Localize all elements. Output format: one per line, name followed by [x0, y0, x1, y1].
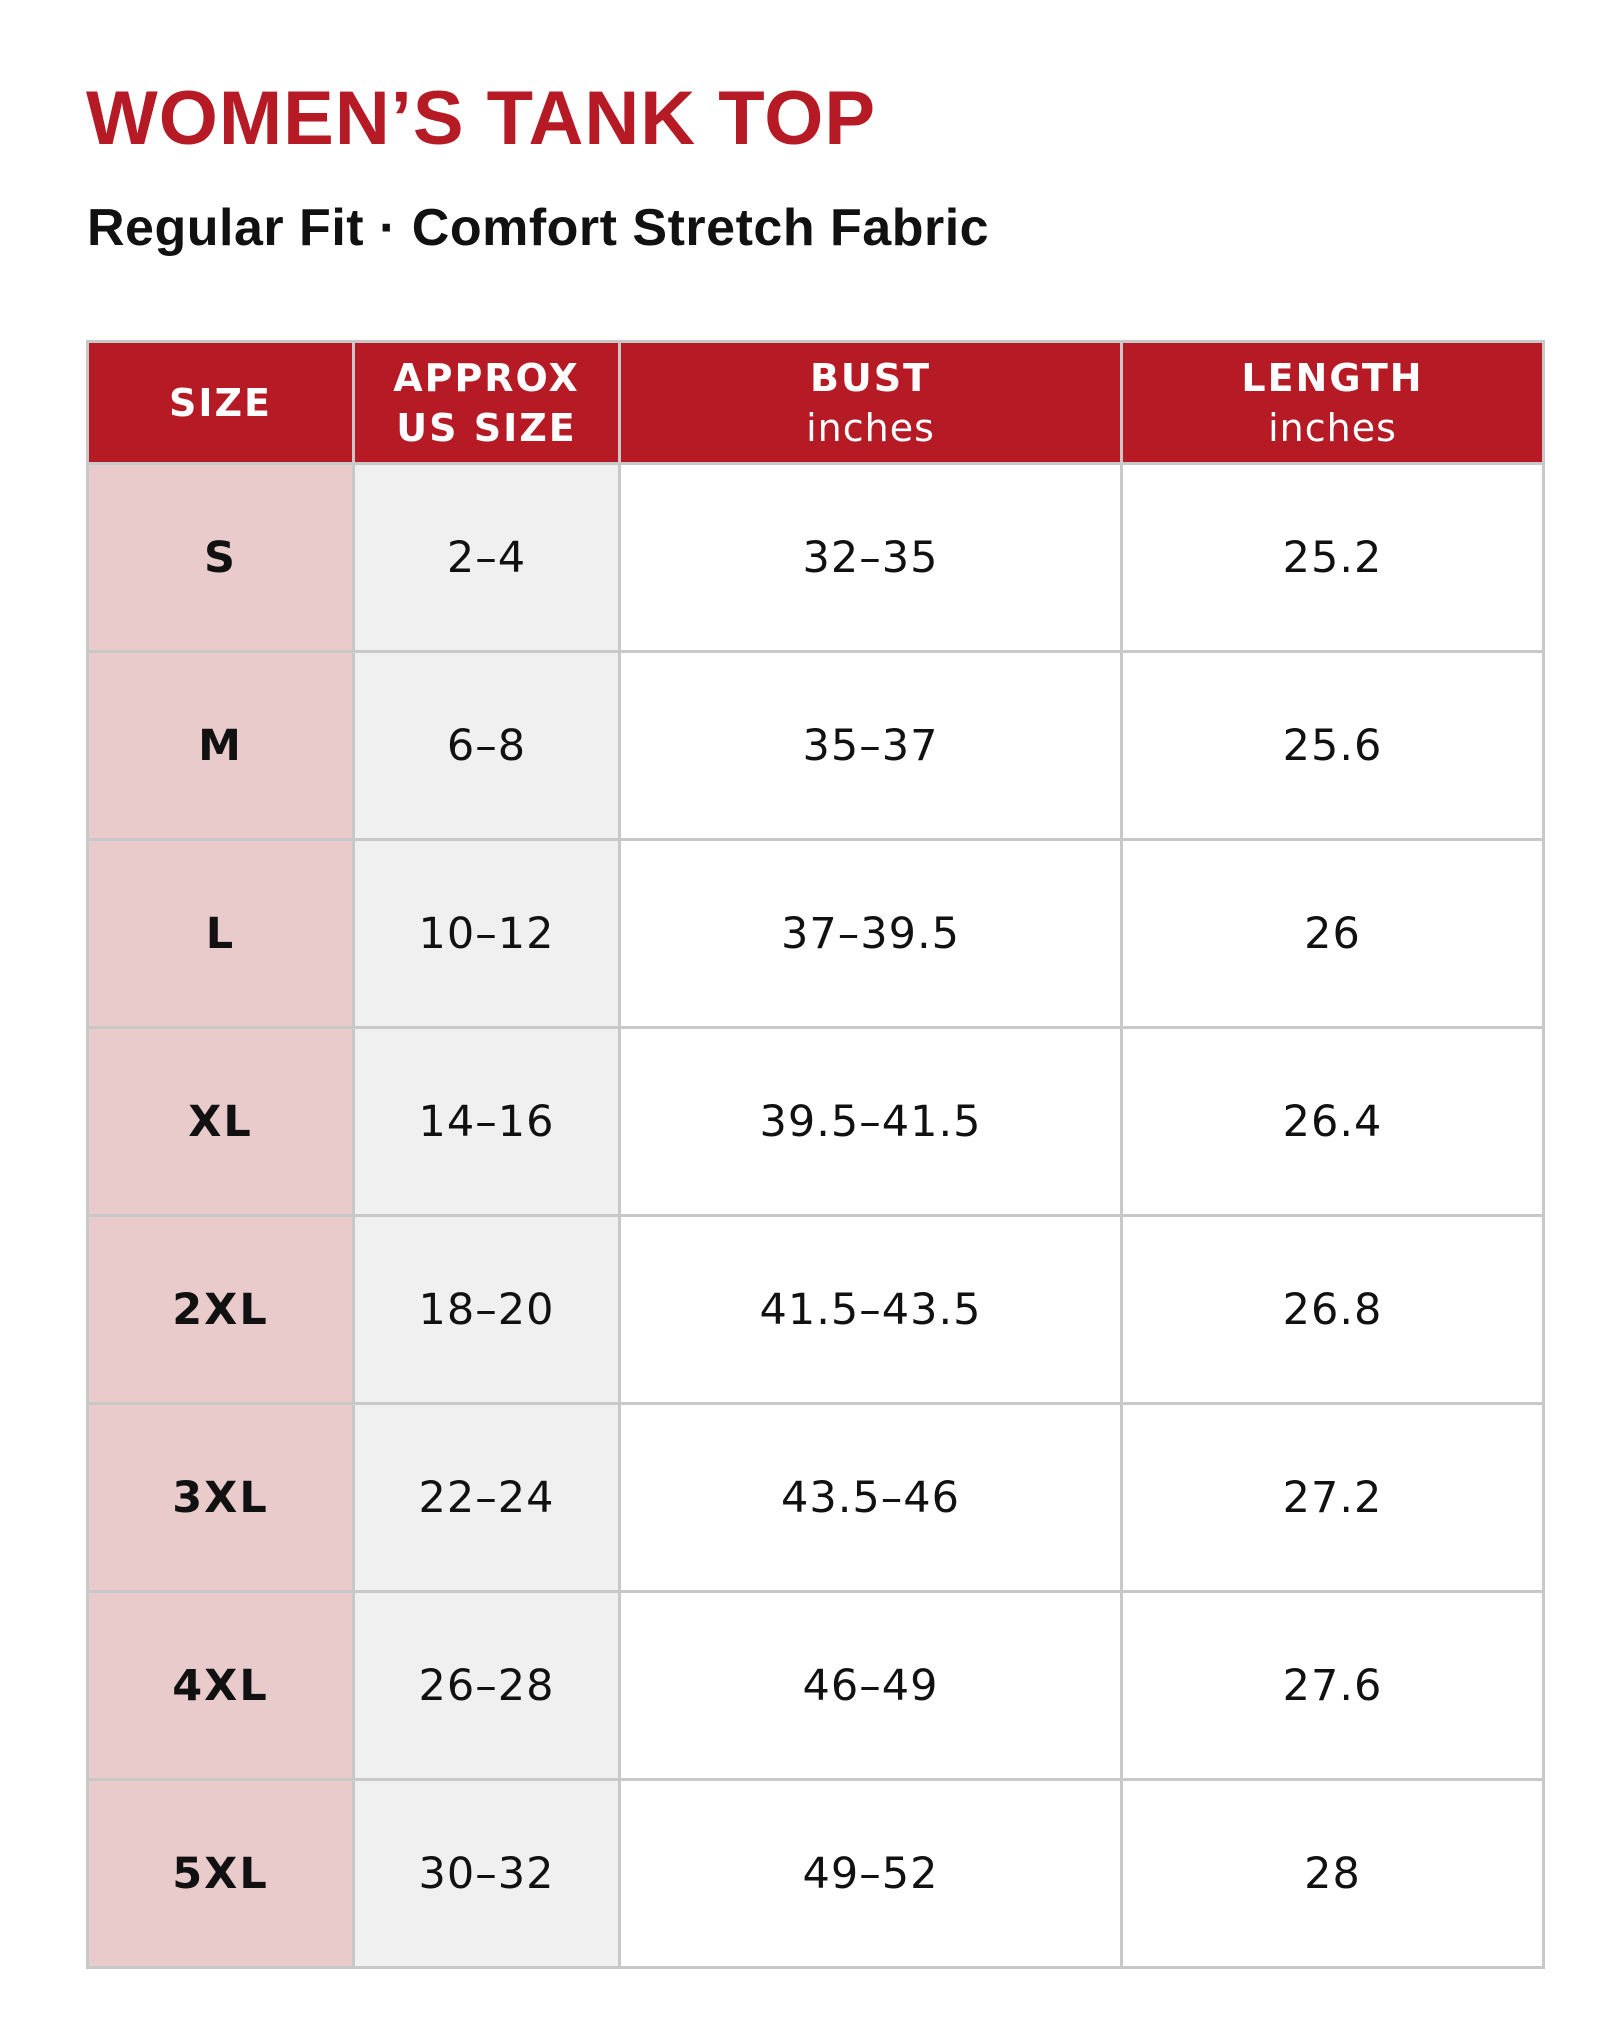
bust-cell: 43.5–46 [620, 1404, 1122, 1592]
size-cell: L [88, 840, 354, 1028]
header-approx-us-size-line2: US SIZE [396, 405, 577, 450]
table-row [88, 652, 1544, 840]
bust-cell: 41.5–43.5 [620, 1216, 1122, 1404]
size-cell: 4XL [88, 1592, 354, 1780]
bust-cell: 32–35 [620, 464, 1122, 652]
length-cell: 25.6 [1122, 652, 1544, 840]
header-bust [620, 342, 1122, 464]
header-approx-us-size [354, 342, 620, 464]
us-size-cell: 14–16 [354, 1028, 620, 1216]
us-size-cell: 18–20 [354, 1216, 620, 1404]
bust-cell: 46–49 [620, 1592, 1122, 1780]
length-cell: 26.4 [1122, 1028, 1544, 1216]
size-chart-table [86, 340, 1545, 1969]
table-row [88, 1028, 1544, 1216]
length-cell: 28 [1122, 1780, 1544, 1968]
size-cell: S [88, 464, 354, 652]
length-cell: 25.2 [1122, 464, 1544, 652]
length-cell: 26.8 [1122, 1216, 1544, 1404]
table-row [88, 1780, 1544, 1968]
us-size-cell: 10–12 [354, 840, 620, 1028]
header-size [88, 342, 354, 464]
size-cell: XL [88, 1028, 354, 1216]
length-cell: 27.2 [1122, 1404, 1544, 1592]
page-subtitle: Regular Fit · Comfort Stretch Fabric [87, 199, 990, 257]
table-row [88, 1592, 1544, 1780]
header-length [1122, 342, 1544, 464]
size-cell: 5XL [88, 1780, 354, 1968]
header-length-label: LENGTH [1241, 355, 1424, 400]
header-bust-unit: inches [806, 405, 935, 450]
bust-cell: 35–37 [620, 652, 1122, 840]
bust-cell: 49–52 [620, 1780, 1122, 1968]
header-length-unit: inches [1268, 405, 1397, 450]
size-cell: M [88, 652, 354, 840]
length-cell: 27.6 [1122, 1592, 1544, 1780]
table-row [88, 840, 1544, 1028]
us-size-cell: 26–28 [354, 1592, 620, 1780]
header-size-label: SIZE [168, 380, 273, 425]
size-rows [88, 464, 1544, 1968]
us-size-cell: 2–4 [354, 464, 620, 652]
page-title: WOMEN’S TANK TOP [86, 76, 877, 161]
size-cell: 3XL [88, 1404, 354, 1592]
table-row [88, 1404, 1544, 1592]
header-row [88, 342, 1544, 464]
header-bust-label: BUST [809, 355, 932, 400]
length-cell: 26 [1122, 840, 1544, 1028]
table-row [88, 1216, 1544, 1404]
us-size-cell: 6–8 [354, 652, 620, 840]
us-size-cell: 22–24 [354, 1404, 620, 1592]
bust-cell: 37–39.5 [620, 840, 1122, 1028]
header-approx-us-size-line1: APPROX [393, 355, 580, 400]
bust-cell: 39.5–41.5 [620, 1028, 1122, 1216]
us-size-cell: 30–32 [354, 1780, 620, 1968]
table-row [88, 464, 1544, 652]
size-cell: 2XL [88, 1216, 354, 1404]
